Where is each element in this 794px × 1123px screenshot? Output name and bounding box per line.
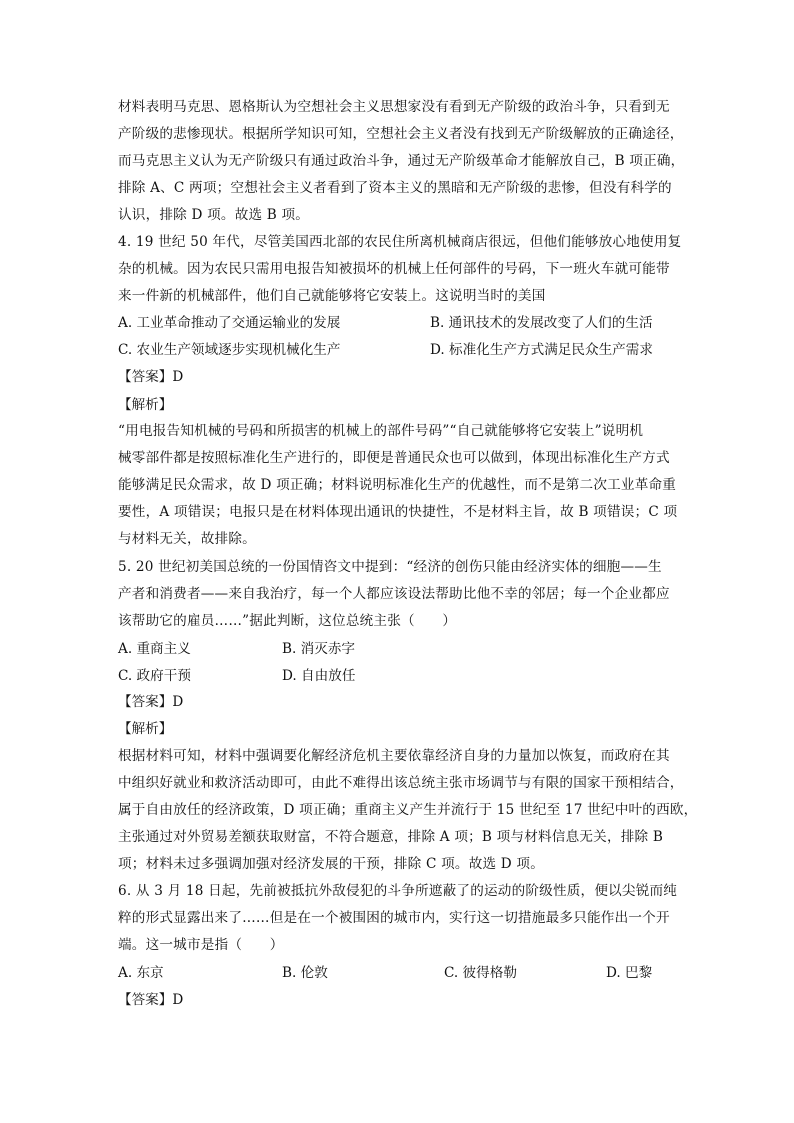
q6-answer: 【答案】D (118, 992, 184, 1008)
q5-stem-line: 该帮助它的雇员……”据此判断，这位总统主张（ ） (118, 613, 457, 629)
q4-stem-line: 4. 19 世纪 50 年代，尽管美国西北部的农民住所离机械商店很远，但他们能够放心地使用复 (118, 234, 682, 250)
q6-option-b: B. 伦敦 (282, 965, 328, 981)
q4-analysis-line: 与材料无关，故排除。 (118, 531, 256, 547)
q4-stem-line: 杂的机械。因为农民只需用电报告知被损坏的机械上任何部件的号码，下一班火车就可能带 (118, 261, 670, 277)
q5-option-c: C. 政府干预 (118, 668, 191, 684)
q5-stem-line: 5. 20 世纪初美国总统的一份国情咨文中提到：“经济的创伤只能由经济实体的细胞——生 (118, 559, 662, 575)
q5-analysis-line: 根据材料可知，材料中强调要化解经济危机主要依靠经济自身的力量加以恢复，而政府在其 (118, 748, 670, 764)
q6-option-c: C. 彼得格勒 (444, 965, 517, 981)
q6-option-a: A. 东京 (118, 965, 164, 981)
q4-analysis-line: 能够满足民众需求，故 D 项正确；材料说明标准化生产的优越性，而不是第二次工业革命重 (118, 477, 677, 493)
q4-option-c: C. 农业生产领域逐步实现机械化生产 (118, 342, 341, 358)
q3-analysis-line: 认识，排除 D 项。故选 B 项。 (118, 207, 310, 223)
q3-analysis-line: 材料表明马克思、恩格斯认为空想社会主义思想家没有看到无产阶级的政治斗争，只看到无 (118, 99, 670, 115)
q5-stem-line: 产者和消费者——来自我治疗，每一个人都应该设法帮助比他不幸的邻居；每一个企业都应 (118, 586, 670, 602)
q5-answer: 【答案】D (118, 694, 184, 710)
q4-option-a: A. 工业革命推动了交通运输业的发展 (118, 315, 341, 331)
q5-analysis-line: 项；材料未过多强调加强对经济发展的干预，排除 C 项。故选 D 项。 (118, 856, 545, 872)
q3-analysis-line: 排除 A、C 两项；空想社会主义者看到了资本主义的黑暗和无产阶级的悲惨，但没有科学的 (118, 180, 672, 196)
q5-analysis-label: 【解析】 (118, 721, 173, 737)
q6-stem-line: 端。这一城市是指（ ） (118, 937, 284, 953)
q3-analysis-line: 而马克思主义认为无产阶级只有通过政治斗争，通过无产阶级革命才能解放自己，B 项正确， (118, 153, 685, 169)
q6-stem-line: 粹的形式显露出来了……但是在一个被围困的城市内，实行这一切措施最多只能作出一个开 (118, 910, 670, 926)
q6-option-d: D. 巴黎 (606, 965, 653, 981)
q5-option-b: B. 消灭赤字 (282, 641, 356, 657)
q5-analysis-line: 属于自由放任的经济政策，D 项正确；重商主义产生并流行于 15 世纪至 17 世纪中叶的西欧， (118, 802, 698, 818)
q4-analysis-label: 【解析】 (118, 397, 173, 413)
q3-analysis-line: 产阶级的悲惨现状。根据所学知识可知，空想社会主义者没有找到无产阶级解放的正确途径， (118, 126, 684, 142)
q4-option-b: B. 通讯技术的发展改变了人们的生活 (430, 315, 653, 331)
q6-stem-line: 6. 从 3 月 18 日起，先前被抵抗外敌侵犯的斗争所遮蔽了的运动的阶级性质，便以尖锐而纯 (118, 883, 678, 899)
q5-option-a: A. 重商主义 (118, 641, 191, 657)
q4-analysis-line: 械零部件都是按照标准化生产进行的，即便是普通民众也可以做到，体现出标准化生产方式 (118, 450, 670, 466)
q4-option-d: D. 标准化生产方式满足民众生产需求 (430, 342, 653, 358)
q4-analysis-line: 要性，A 项错误；电报只是在材料体现出通讯的快捷性，不是材料主旨，故 B 项错误；C 项 (118, 504, 678, 520)
q4-stem-line: 来一件新的机械部件，他们自己就能够将它安装上。这说明当时的美国 (118, 288, 546, 304)
q5-analysis-line: 主张通过对外贸易差额获取财富，不符合题意，排除 A 项；B 项与材料信息无关，排除 B (118, 829, 664, 845)
q5-option-d: D. 自由放任 (282, 668, 356, 684)
q5-analysis-line: 中组织好就业和救济活动即可，由此不难得出该总统主张市场调节与有限的国家干预相结合， (118, 775, 684, 791)
q4-answer: 【答案】D (118, 369, 184, 385)
q4-analysis-line: “用电报告知机械的号码和所损害的机械上的部件号码”“自己就能够将它安装上”说明机 (118, 423, 644, 439)
